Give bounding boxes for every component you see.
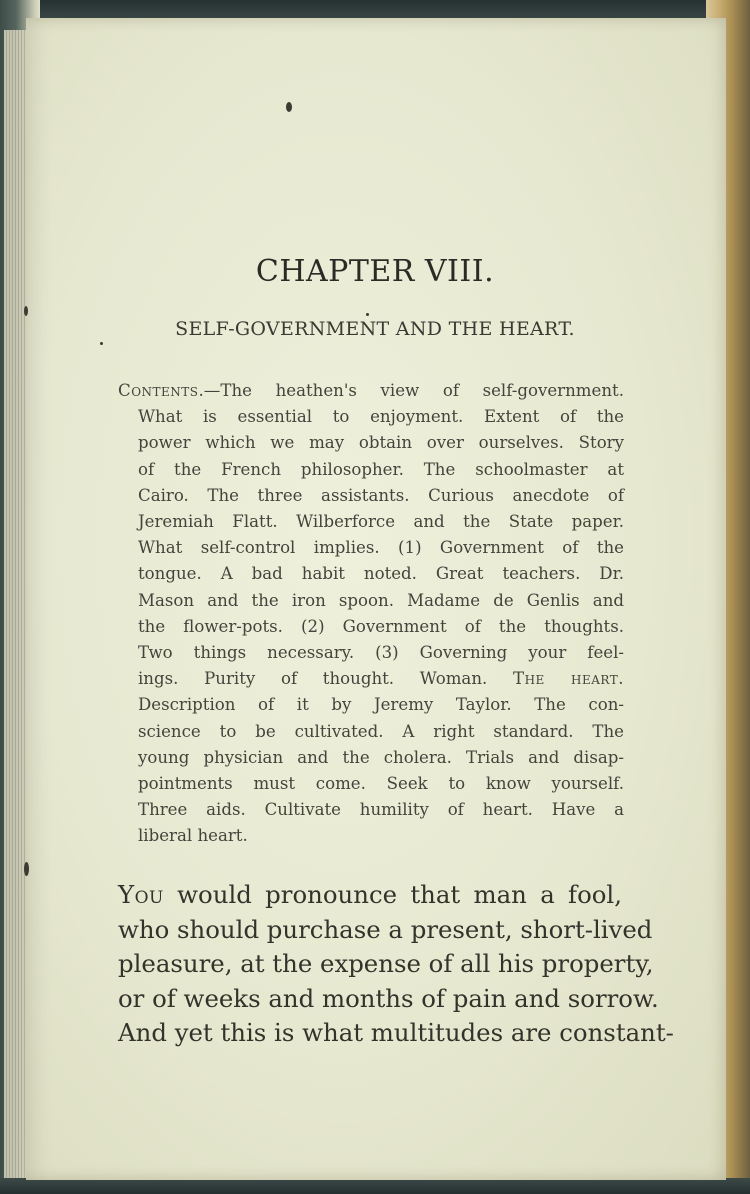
contents-line: Mason and the iron spoon. Madame de Genlis and (138, 590, 624, 610)
contents-line: power which we may obtain over ourselves. Story (138, 433, 624, 453)
contents-line: What is essential to enjoyment. Extent of the (138, 407, 624, 427)
chapter-title: CHAPTER VIII. (255, 254, 495, 289)
body-line: And yet this is what multitudes are constant- (118, 1018, 674, 1047)
body-line: pleasure, at the expense of all his property, (118, 949, 654, 978)
contents-line: liberal heart. (138, 826, 248, 846)
contents-line: of the French philosopher. The schoolmaster at (138, 459, 624, 479)
ink-spot (24, 862, 29, 876)
contents-line: science to be cultivated. A right standard. The (138, 721, 624, 741)
body-line: You would pronounce that man a fool, (118, 880, 622, 909)
ink-spot (366, 313, 369, 316)
book-cover-bottom (0, 1178, 750, 1194)
contents-line: Jeremiah Flatt. Wilberforce and the State paper. (138, 512, 624, 532)
contents-line: Description of it by Jeremy Taylor. The con- (138, 695, 624, 715)
contents-line: What self-control implies. (1) Government of the (138, 538, 624, 558)
ink-spot (286, 102, 292, 112)
ink-spot (100, 342, 103, 345)
contents-line: ings. Purity of thought. Woman. The heart. (138, 669, 625, 689)
body-line: who should purchase a present, short-lived (118, 914, 653, 944)
contents-label: Contents (118, 381, 199, 400)
contents-line: Two things necessary. (3) Governing your feel- (138, 643, 624, 663)
contents-line: tongue. A bad habit noted. Great teachers. Dr. (138, 564, 624, 584)
chapter-contents (118, 378, 624, 850)
body-line: or of weeks and months of pain and sorrow. (118, 983, 659, 1013)
contents-line: young physician and the cholera. Trials and disap- (138, 747, 624, 767)
contents-line: the flower-pots. (2) Government of the thoughts. (138, 616, 624, 636)
ink-spot (24, 306, 28, 316)
contents-line: pointments must come. Seek to know yourself. (138, 774, 624, 794)
body-paragraph (118, 878, 674, 1051)
contents-heart-label: The heart. (513, 669, 625, 689)
contents-line: Cairo. The three assistants. Curious anecdote of (138, 485, 624, 505)
chapter-subtitle: SELF-GOVERNMENT AND THE HEART. (175, 318, 575, 340)
contents-line: Three aids. Cultivate humility of heart. Have a (138, 800, 624, 820)
contents-line: Contents.—The heathen's view of self-government. (118, 381, 624, 400)
first-word: You (118, 880, 164, 909)
